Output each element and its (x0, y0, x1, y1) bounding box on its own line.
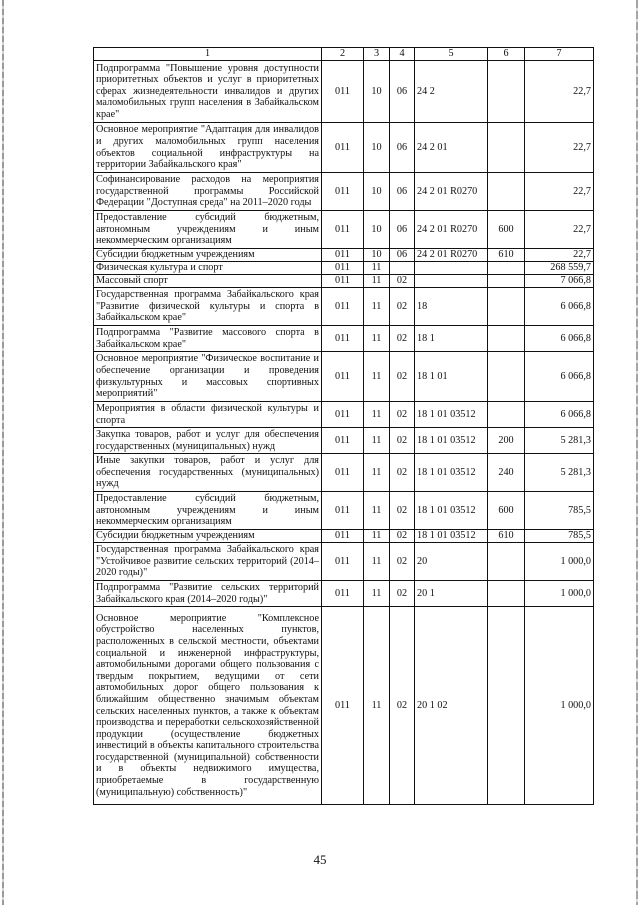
cell-target-article: 18 1 01 (415, 352, 488, 402)
header-cell: 1 (94, 48, 322, 61)
cell-target-article: 18 1 (415, 326, 488, 352)
cell-target-article (415, 262, 488, 275)
cell-expense-type (488, 173, 525, 211)
cell-section: 11 (364, 352, 390, 402)
cell-target-article (415, 275, 488, 288)
cell-expense-type (488, 607, 525, 805)
cell-code-admin: 011 (322, 454, 364, 492)
cell-section: 11 (364, 288, 390, 326)
cell-target-article: 18 1 01 03512 (415, 530, 488, 543)
table-row (94, 543, 594, 581)
cell-subsection: 06 (390, 123, 415, 173)
cell-expense-type (488, 581, 525, 607)
cell-subsection: 02 (390, 543, 415, 581)
cell-code-admin: 011 (322, 428, 364, 454)
table-row (94, 61, 594, 123)
cell-code-admin: 011 (322, 530, 364, 543)
cell-amount: 6 066,8 (525, 352, 594, 402)
cell-target-article: 24 2 (415, 61, 488, 123)
scan-edge-right (636, 0, 638, 905)
cell-subsection: 02 (390, 492, 415, 530)
cell-code-admin: 011 (322, 402, 364, 428)
cell-code-admin: 011 (322, 249, 364, 262)
cell-code-admin: 011 (322, 492, 364, 530)
cell-code-admin: 011 (322, 543, 364, 581)
cell-target-article: 18 (415, 288, 488, 326)
cell-expense-type: 610 (488, 530, 525, 543)
cell-code-admin: 011 (322, 326, 364, 352)
row-name: Государственная программа Забайкальского края "Развитие физической культуры и спорта в Забайкальском крае" (94, 288, 322, 326)
cell-target-article: 24 2 01 (415, 123, 488, 173)
cell-target-article: 24 2 01 R0270 (415, 211, 488, 249)
cell-section: 11 (364, 262, 390, 275)
cell-expense-type (488, 352, 525, 402)
table-row (94, 211, 594, 249)
cell-amount: 6 066,8 (525, 288, 594, 326)
table-row (94, 402, 594, 428)
table-row (94, 173, 594, 211)
cell-amount: 7 066,8 (525, 275, 594, 288)
table-row (94, 352, 594, 402)
table-row (94, 454, 594, 492)
cell-expense-type: 600 (488, 211, 525, 249)
cell-target-article: 18 1 01 03512 (415, 454, 488, 492)
table-row (94, 262, 594, 275)
cell-amount: 1 000,0 (525, 581, 594, 607)
cell-section: 10 (364, 211, 390, 249)
row-name: Основное мероприятие "Физическое воспитание и обеспечение организации и проведения физкультурных и массовых спортивных мероприятий" (94, 352, 322, 402)
cell-target-article: 20 1 (415, 581, 488, 607)
header-cell: 5 (415, 48, 488, 61)
cell-expense-type (488, 61, 525, 123)
table-row (94, 249, 594, 262)
row-name: Субсидии бюджетным учреждениям (94, 530, 322, 543)
cell-target-article: 20 1 02 (415, 607, 488, 805)
cell-section: 11 (364, 402, 390, 428)
table-row (94, 428, 594, 454)
cell-amount: 5 281,3 (525, 428, 594, 454)
scan-edge-left (2, 0, 4, 905)
cell-subsection: 02 (390, 428, 415, 454)
table-row (94, 326, 594, 352)
row-name: Государственная программа Забайкальского края "Устойчивое развитие сельских территорий (2014–2020 годы)" (94, 543, 322, 581)
cell-subsection: 02 (390, 581, 415, 607)
row-name: Софинансирование расходов на мероприятия государственной программы Российской Федерации "Доступная среда" на 2011–2020 годы (94, 173, 322, 211)
cell-section: 10 (364, 61, 390, 123)
cell-amount: 22,7 (525, 61, 594, 123)
cell-section: 11 (364, 454, 390, 492)
cell-subsection: 02 (390, 326, 415, 352)
row-name: Основное мероприятие "Комплексное обустройство населенных пунктов, расположенных в сельской местности, объектами социальной и инженерной инфраструктуры, автомобильными дорогами общего пользования с твердым покрытием, ведущими от сети автомобильных дорог общего пользования к ближайшим общественно значимым объектам сельских населенных пунктов, а также к объектам производства и переработки сельскохозяйственной продукции (осуществление бюджетных инвестиций в объекты капитального строительства государственной (муниципальной) собственности и в объекты недвижимого имущества, приобретаемые в государственную (муниципальную) собственность)" (94, 607, 322, 805)
cell-amount: 268 559,7 (525, 262, 594, 275)
header-cell: 4 (390, 48, 415, 61)
table-row (94, 530, 594, 543)
row-name: Основное мероприятие "Адаптация для инвалидов и других маломобильных групп населения объектов социальной инфраструктуры на территории Забайкальского края" (94, 123, 322, 173)
row-name: Мероприятия в области физической культуры и спорта (94, 402, 322, 428)
row-name: Подпрограмма "Развитие сельских территорий Забайкальского края (2014–2020 годы)" (94, 581, 322, 607)
cell-expense-type (488, 543, 525, 581)
cell-code-admin: 011 (322, 61, 364, 123)
cell-section: 11 (364, 326, 390, 352)
cell-target-article: 18 1 01 03512 (415, 492, 488, 530)
row-name: Физическая культура и спорт (94, 262, 322, 275)
cell-subsection: 02 (390, 402, 415, 428)
cell-expense-type: 240 (488, 454, 525, 492)
cell-expense-type (488, 123, 525, 173)
header-cell: 3 (364, 48, 390, 61)
cell-amount: 22,7 (525, 173, 594, 211)
cell-subsection: 06 (390, 61, 415, 123)
cell-subsection: 02 (390, 352, 415, 402)
cell-expense-type (488, 326, 525, 352)
cell-expense-type (488, 262, 525, 275)
cell-amount: 5 281,3 (525, 454, 594, 492)
cell-amount: 785,5 (525, 492, 594, 530)
row-name: Подпрограмма "Повышение уровня доступности приоритетных объектов и услуг в приоритетных сферах жизнедеятельности инвалидов и других маломобильных групп населения в Забайкальском крае" (94, 61, 322, 123)
cell-code-admin: 011 (322, 262, 364, 275)
cell-code-admin: 011 (322, 123, 364, 173)
table-row (94, 123, 594, 173)
cell-expense-type: 200 (488, 428, 525, 454)
cell-subsection: 02 (390, 275, 415, 288)
cell-code-admin: 011 (322, 211, 364, 249)
cell-section: 11 (364, 275, 390, 288)
cell-section: 11 (364, 543, 390, 581)
cell-section: 11 (364, 607, 390, 805)
cell-amount: 6 066,8 (525, 326, 594, 352)
cell-amount: 22,7 (525, 123, 594, 173)
budget-table (93, 47, 594, 805)
table-header-row (94, 48, 594, 61)
row-name: Предоставление субсидий бюджетным, автономным учреждениям и иным некоммерческим организациям (94, 492, 322, 530)
cell-subsection: 02 (390, 530, 415, 543)
table-row (94, 492, 594, 530)
row-name: Закупка товаров, работ и услуг для обеспечения государственных (муниципальных) нужд (94, 428, 322, 454)
cell-subsection: 06 (390, 249, 415, 262)
cell-amount: 22,7 (525, 211, 594, 249)
cell-code-admin: 011 (322, 352, 364, 402)
cell-subsection (390, 262, 415, 275)
row-name: Подпрограмма "Развитие массового спорта в Забайкальском крае" (94, 326, 322, 352)
cell-section: 10 (364, 173, 390, 211)
cell-expense-type (488, 402, 525, 428)
cell-target-article: 18 1 01 03512 (415, 402, 488, 428)
cell-subsection: 02 (390, 454, 415, 492)
cell-subsection: 02 (390, 288, 415, 326)
cell-section: 11 (364, 530, 390, 543)
row-name: Массовый спорт (94, 275, 322, 288)
cell-section: 10 (364, 123, 390, 173)
cell-subsection: 06 (390, 173, 415, 211)
cell-code-admin: 011 (322, 607, 364, 805)
cell-amount: 22,7 (525, 249, 594, 262)
cell-section: 10 (364, 249, 390, 262)
cell-target-article: 18 1 01 03512 (415, 428, 488, 454)
cell-expense-type: 600 (488, 492, 525, 530)
table-row (94, 288, 594, 326)
cell-expense-type (488, 275, 525, 288)
table-row (94, 607, 594, 805)
header-cell: 7 (525, 48, 594, 61)
cell-section: 11 (364, 581, 390, 607)
header-cell: 2 (322, 48, 364, 61)
cell-code-admin: 011 (322, 275, 364, 288)
cell-subsection: 06 (390, 211, 415, 249)
cell-expense-type (488, 288, 525, 326)
cell-code-admin: 011 (322, 173, 364, 211)
cell-code-admin: 011 (322, 288, 364, 326)
cell-section: 11 (364, 428, 390, 454)
cell-code-admin: 011 (322, 581, 364, 607)
table-row (94, 275, 594, 288)
row-name: Предоставление субсидий бюджетным, автономным учреждениям и иным некоммерческим организациям (94, 211, 322, 249)
cell-target-article: 24 2 01 R0270 (415, 249, 488, 262)
row-name: Иные закупки товаров, работ и услуг для обеспечения государственных (муниципальных) нужд (94, 454, 322, 492)
cell-section: 11 (364, 492, 390, 530)
row-name: Субсидии бюджетным учреждениям (94, 249, 322, 262)
header-cell: 6 (488, 48, 525, 61)
table-row (94, 581, 594, 607)
cell-amount: 6 066,8 (525, 402, 594, 428)
cell-target-article: 20 (415, 543, 488, 581)
cell-expense-type: 610 (488, 249, 525, 262)
cell-amount: 785,5 (525, 530, 594, 543)
cell-subsection: 02 (390, 607, 415, 805)
cell-amount: 1 000,0 (525, 543, 594, 581)
page-number: 45 (313, 852, 327, 867)
cell-target-article: 24 2 01 R0270 (415, 173, 488, 211)
cell-amount: 1 000,0 (525, 607, 594, 805)
